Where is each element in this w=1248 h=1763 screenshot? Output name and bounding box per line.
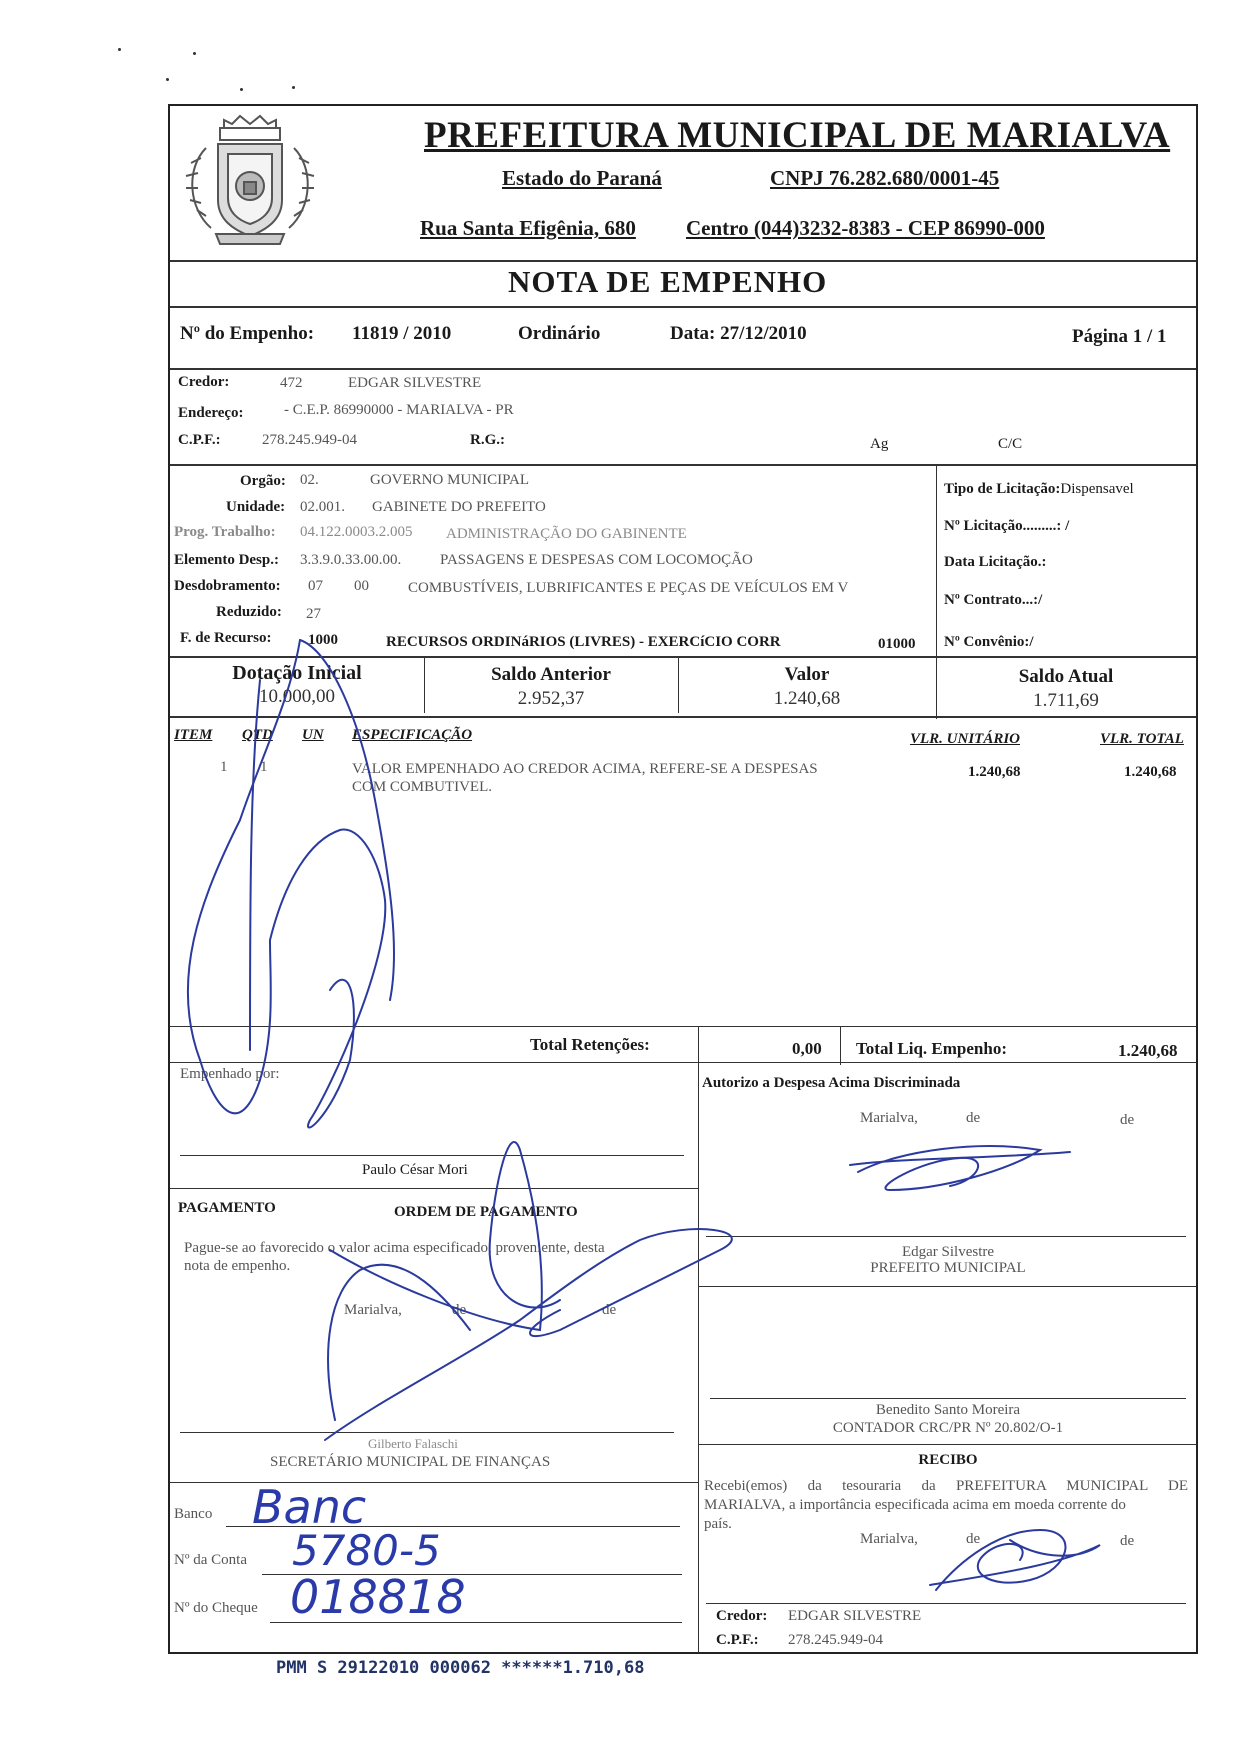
secretario-cargo: SECRETÁRIO MUNICIPAL DE FINANÇAS <box>270 1454 551 1470</box>
licitacao-tipo-value: Dispensavel <box>1060 481 1134 497</box>
saldo-label: Dotação Inicial <box>232 662 362 684</box>
prog-label: Prog. Trabalho: <box>174 524 276 540</box>
endereco-label: Endereço: <box>178 405 244 421</box>
item-number: 1 <box>220 759 228 775</box>
licitacao-tipo-label: Tipo de Licitação: <box>944 481 1061 497</box>
prefeito-cargo: PREFEITO MUNICIPAL <box>870 1260 1026 1276</box>
recibo-de2: de <box>1120 1533 1135 1549</box>
header-cnpj: CNPJ 76.282.680/0001-45 <box>770 166 1000 190</box>
saldo-label: Saldo Atual <box>1018 666 1114 687</box>
header-title: PREFEITURA MUNICIPAL DE MARIALVA <box>424 115 1171 156</box>
prog-value: ADMINISTRAÇÃO DO GABINENTE <box>446 526 687 542</box>
col-qtd: QTD <box>242 727 273 743</box>
orgao-value: GOVERNO MUNICIPAL <box>370 472 530 488</box>
pagamento-de1: de <box>452 1302 467 1318</box>
desdobramento-value: COMBUSTÍVEIS, LUBRIFICANTES E PEÇAS DE VEÍCULOS EM V <box>408 580 849 596</box>
retencoes-label: Total Retenções: <box>530 1035 650 1054</box>
recurso-value: RECURSOS ORDINáRIOS (LIVRES) - EXERCíCIO CORR <box>386 634 781 650</box>
desdobramento-code1: 07 <box>308 578 323 594</box>
recurso-code2: 01000 <box>878 636 916 652</box>
cheque-label: Nº do Cheque <box>174 1600 258 1616</box>
recibo-credor-label: Credor: <box>716 1608 768 1624</box>
autorizo-de1: de <box>966 1110 981 1126</box>
empenho-type: Ordinário <box>518 323 601 344</box>
ordem-pagamento-label: ORDEM DE PAGAMENTO <box>394 1204 578 1220</box>
orgao-code: 02. <box>300 472 319 488</box>
rg-label: R.G.: <box>470 432 505 448</box>
prefeito-nome: Edgar Silvestre <box>901 1244 995 1260</box>
item-vlr-unit: 1.240,68 <box>968 764 1021 780</box>
banco-handwritten: Banc <box>252 1480 367 1534</box>
elemento-code: 3.3.9.0.33.00.00. <box>300 552 402 568</box>
recibo-title: RECIBO <box>918 1452 978 1468</box>
saldo-label: Saldo Anterior <box>491 664 611 685</box>
contador-cargo: CONTADOR CRC/PR Nº 20.802/O-1 <box>832 1420 1064 1436</box>
orgao-label: Orgão: <box>240 473 286 489</box>
col-vlr-total: VLR. TOTAL <box>1100 731 1184 747</box>
empenhado-por-label: Empenhado por: <box>180 1066 280 1082</box>
empenho-date: Data: 27/12/2010 <box>670 323 807 344</box>
item-qtd: 1 <box>260 759 268 775</box>
desdobramento-code2: 00 <box>354 578 369 594</box>
credor-code: 472 <box>280 375 303 391</box>
footer-code: PMM S 29122010 000062 ******1.710,68 <box>276 1658 645 1678</box>
col-vlr-unit: VLR. UNITÁRIO <box>910 731 1021 747</box>
unidade-value: GABINETE DO PREFEITO <box>372 499 546 515</box>
reduzido-value: 27 <box>306 606 321 622</box>
recibo-cpf-label: C.P.F.: <box>716 1632 759 1648</box>
pagamento-label: PAGAMENTO <box>178 1200 276 1216</box>
elemento-label: Elemento Desp.: <box>174 552 279 568</box>
col-un: UN <box>302 727 324 743</box>
cheque-handwritten: 018818 <box>290 1570 466 1624</box>
saldo-label: Valor <box>784 664 830 685</box>
item-espec-line2: COM COMBUTIVEL. <box>352 779 493 795</box>
recibo-credor: EDGAR SILVESTRE <box>788 1608 922 1624</box>
header-estado: Estado do Paraná <box>502 166 662 190</box>
empenhado-nome: Paulo César Mori <box>362 1162 468 1178</box>
recurso-code: 1000 <box>308 632 338 648</box>
licitacao-numero: Nº Licitação.........: / <box>944 518 1070 534</box>
saldo-value: 1.240,68 <box>773 688 841 709</box>
retencoes-value: 0,00 <box>792 1039 822 1058</box>
item-espec-line1: VALOR EMPENHADO AO CREDOR ACIMA, REFERE-SE A DESPESAS <box>352 761 818 777</box>
recibo-de1: de <box>966 1531 981 1547</box>
liquido-value: 1.240,68 <box>1118 1041 1178 1060</box>
recibo-line3: país. <box>704 1516 732 1532</box>
empenho-page: Página 1 / 1 <box>1072 326 1167 347</box>
liquido-label: Total Liq. Empenho: <box>856 1039 1007 1058</box>
licitacao-convenio: Nº Convênio:/ <box>944 634 1034 650</box>
autorizo-de2: de <box>1120 1112 1135 1128</box>
desdobramento-label: Desdobramento: <box>174 578 281 594</box>
licitacao-contrato: Nº Contrato...:/ <box>944 592 1043 608</box>
cc-label: C/C <box>998 436 1023 452</box>
recibo-line1: Recebi(emos) da tesouraria da PREFEITURA MUNICIPAL DE <box>704 1478 1188 1494</box>
elemento-value: PASSAGENS E DESPESAS COM LOCOMOÇÃO <box>440 552 753 568</box>
doc-title: NOTA DE EMPENHO <box>508 264 828 299</box>
credor-label: Credor: <box>178 374 230 390</box>
recibo-cpf: 278.245.949-04 <box>788 1632 883 1648</box>
col-item: ITEM <box>174 727 213 743</box>
endereco-value: - C.E.P. 86990000 - MARIALVA - PR <box>284 402 514 418</box>
conta-handwritten: 5780-5 <box>292 1526 441 1575</box>
empenho-label: Nº do Empenho: <box>180 323 315 344</box>
recibo-line2: MARIALVA, a importância especificada acima em moeda corrente do <box>704 1497 1126 1513</box>
item-vlr-total: 1.240,68 <box>1124 764 1177 780</box>
empenho-number: 11819 / 2010 <box>352 323 452 344</box>
cpf-value: 278.245.949-04 <box>262 432 357 448</box>
secretario-nome: Gilberto Falaschi <box>368 1436 458 1451</box>
pagamento-texto-line2: nota de empenho. <box>184 1258 291 1274</box>
credor-name: EDGAR SILVESTRE <box>348 375 482 391</box>
recurso-label: F. de Recurso: <box>180 630 272 646</box>
saldo-value: 1.711,69 <box>1033 690 1099 711</box>
unidade-code: 02.001. <box>300 499 345 515</box>
contador-nome: Benedito Santo Moreira <box>875 1402 1021 1418</box>
col-espec: ESPECIFICAÇÃO <box>352 727 473 743</box>
reduzido-label: Reduzido: <box>216 604 282 620</box>
saldo-value: 2.952,37 <box>517 688 585 709</box>
licitacao-data: Data Licitação.: <box>944 554 1047 570</box>
prog-code: 04.122.0003.2.005 <box>300 524 413 540</box>
recibo-marialva: Marialva, <box>860 1531 918 1547</box>
autorizo-marialva: Marialva, <box>860 1110 918 1126</box>
saldo-value: 10.000,00 <box>259 686 335 707</box>
header-address: Rua Santa Efigênia, 680 <box>420 216 636 240</box>
pagamento-marialva: Marialva, <box>344 1302 402 1318</box>
unidade-label: Unidade: <box>226 499 286 515</box>
pagamento-texto-line1: Pague-se ao favorecido o valor acima especificado, proveniente, desta <box>184 1240 605 1256</box>
banco-label: Banco <box>174 1506 213 1522</box>
cpf-label: C.P.F.: <box>178 432 221 448</box>
pagamento-de2: de <box>602 1302 617 1318</box>
ag-label: Ag <box>870 436 889 452</box>
autorizo-label: Autorizo a Despesa Acima Discriminada <box>702 1075 961 1091</box>
conta-label: Nº da Conta <box>174 1552 247 1568</box>
header-contact: Centro (044)3232-8383 - CEP 86990-000 <box>686 216 1045 240</box>
